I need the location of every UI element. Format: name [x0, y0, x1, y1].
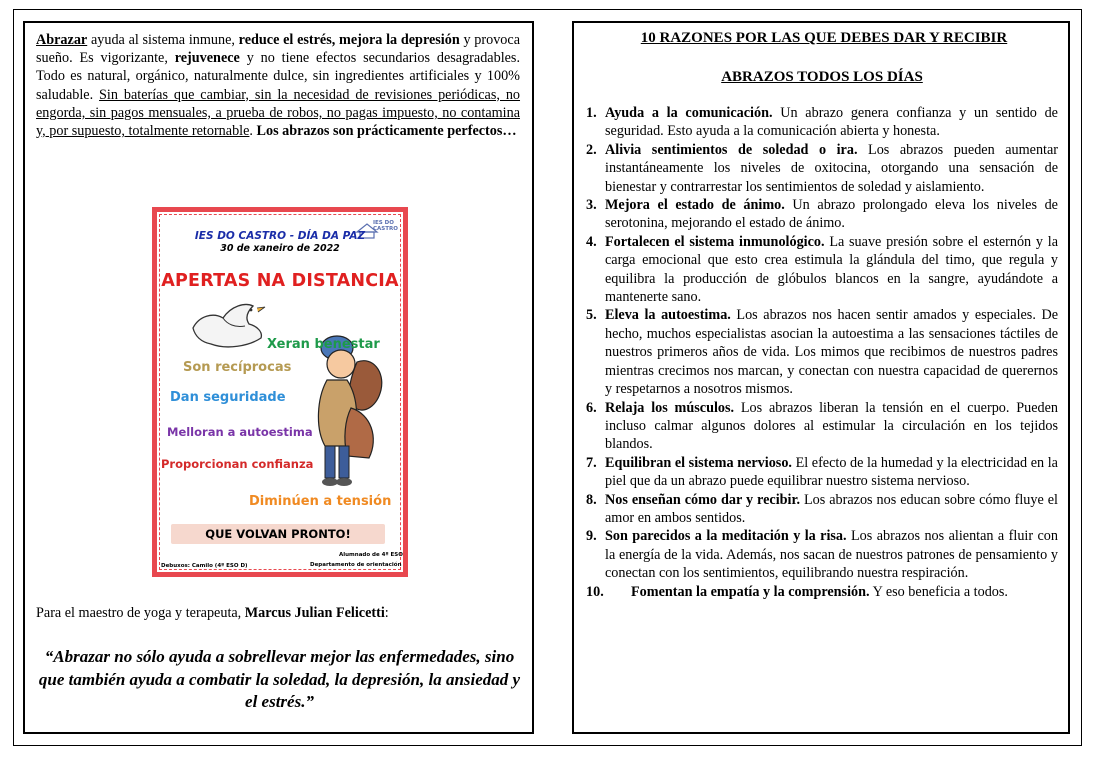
- intro-text-1: ayuda al sistema inmune,: [87, 32, 239, 48]
- reason-text: El efecto de la humedad y la electricidad en la piel que da un abrazo puede equilibrar nuestro sistema nervioso.: [605, 454, 1058, 490]
- poster-image: [152, 207, 408, 577]
- quote-intro: Para el maestro de yoga y terapeuta, Marcus Julian Felicetti:: [36, 605, 389, 621]
- reason-text: Y eso beneficia a todos.: [869, 583, 1008, 600]
- hugging-kids-icon: [307, 328, 389, 496]
- reason-number: 7.: [586, 454, 597, 471]
- reason-title: Eleva la autoestima.: [605, 307, 731, 324]
- reason-number: 10.: [586, 583, 604, 600]
- reason-text: Los abrazos nos hacen sentir amados y especiales. De hecho, muchos especialistas asocian la autoestima a las sensaciones táctiles de nuestros primeros años de vida. Los mimos que recibimos de nuestros padres mientras crecimos nos marcan, y conectan con nuestra capacidad de querernos y respetarnos a nosotros mismos.: [605, 307, 1058, 398]
- poster-credit-right-2: Departamento de orientación: [310, 562, 402, 568]
- reason-item: [586, 454, 1058, 491]
- reason-number: 2.: [586, 141, 597, 158]
- reason-item: [586, 399, 1058, 454]
- reason-text: Los abrazos nos educan sobre cómo fluye el amor en ambos sentidos.: [605, 491, 1058, 526]
- intro-bold-3: Los abrazos son prácticamente perfectos…: [256, 123, 517, 140]
- reason-item: [586, 491, 1058, 528]
- reason-text: Los abrazos nos alientan a fluir con la energía de la vida. Además, nos sacan de nuestros patrones de pensamiento y conectan con los sentimientos, equilibrando nuestra respiración.: [605, 528, 1058, 582]
- poster-logo-text: IES DO CASTRO: [373, 220, 398, 232]
- reason-number: 3.: [586, 197, 597, 214]
- poster-line-5: Proporcionan confianza: [161, 457, 314, 471]
- reason-title: Nos enseñan cómo dar y recibir.: [605, 491, 801, 508]
- reason-item: [586, 104, 1058, 141]
- poster-date: 30 de xaneiro de 2022: [220, 243, 340, 254]
- intro-keyword: Abrazar: [36, 32, 88, 48]
- reason-title: Relaja los músculos.: [605, 399, 735, 416]
- reason-number: 8.: [586, 491, 597, 508]
- reason-text: Los abrazos liberan la tensión en el cuerpo. Pueden incluso calmar algunos dolores al estimular la circulación en los tejidos blandos.: [605, 399, 1058, 453]
- poster-credit-left: Debuxos: Camilo (4º ESO D): [161, 563, 248, 569]
- reason-text: Un abrazo prolongado eleva los niveles de serotonina, mejorando el estado de ánimo.: [605, 197, 1058, 232]
- reason-text: Un abrazo genera confianza y un sentido de seguridad. Esto ayuda a la comunicación abierta y honesta.: [605, 105, 1058, 140]
- poster-line-2: Son recíprocas: [183, 360, 292, 375]
- reason-number: 4.: [586, 233, 597, 250]
- right-panel: [572, 21, 1070, 734]
- reason-item: [586, 306, 1058, 398]
- poster-school: IES DO CASTRO - DÍA DA PAZ: [194, 230, 366, 242]
- intro-text-2: y provoca sueño. Es vigorizante,: [36, 32, 520, 67]
- reason-item: [586, 196, 1058, 233]
- poster-cta: QUE VOLVAN PRONTO!: [171, 524, 385, 544]
- poster-credit-right-1: Alumnado de 4º ESO: [339, 552, 403, 558]
- reason-item: [586, 233, 1058, 307]
- reason-title: Ayuda a la comunicación.: [605, 105, 773, 121]
- intro-paragraph: [36, 31, 520, 140]
- reason-title: Fortalecen el sistema inmunológico.: [605, 233, 825, 250]
- reason-number: 9.: [586, 528, 597, 545]
- dove-icon: [187, 298, 269, 356]
- poster-line-3: Dan seguridade: [170, 390, 286, 405]
- reason-number: 6.: [586, 399, 597, 416]
- reason-number: 5.: [586, 307, 597, 324]
- reasons-title-2: ABRAZOS TODOS LOS DÍAS: [721, 69, 923, 85]
- intro-bold-2: rejuvenece: [174, 50, 240, 67]
- poster-line-4: Melloran a autoestima: [167, 425, 313, 439]
- poster-line-6: Diminúen a tensión: [249, 494, 392, 509]
- intro-underlined: Sin baterías que cambiar, sin la necesidad de revisiones periódicas, no engorda, sin pagos mensuales, a prueba de robos, no pagas impuesto, no contamina y, por supuesto, totalmente retornable: [36, 86, 521, 140]
- reason-text: La suave presión sobre el esternón y la carga emocional que esto crea estimula la glándula del timo, que regula y equilibra la producción de glóbulos blancos en la sangre, ayudándote a mantenerte sano.: [605, 233, 1058, 306]
- reason-title: Mejora el estado de ánimo.: [605, 197, 785, 214]
- reason-item: [586, 527, 1058, 582]
- reason-text: Los abrazos pueden aumentar instantáneamente los niveles de oxitocina, otorgando una sensación de bienestar y contrarrestar los sentimientos de soledad y aislamiento.: [605, 141, 1059, 195]
- reason-item: [586, 141, 1058, 196]
- poster-line-1: Xeran benestar: [267, 337, 380, 352]
- reason-title: Fomentan la empatía y la comprensión.: [631, 583, 870, 600]
- intro-text-3: y no tiene efectos secundarios desagradables. Todo es natural, orgánico, naturalmente dulce, sin ingredientes artificiales y 100% saludable.: [36, 50, 520, 103]
- reason-item: [586, 583, 1058, 601]
- reasons-list: [586, 104, 1058, 601]
- intro-text-4: .: [249, 123, 257, 140]
- reason-title: Son parecidos a la meditación y la risa.: [605, 528, 847, 545]
- reasons-title-1: 10 RAZONES POR LAS QUE DEBES DAR Y RECIBIR: [640, 30, 1008, 46]
- quote-author: Marcus Julian Felicetti: [244, 605, 385, 621]
- reason-number: 1.: [586, 105, 597, 121]
- reason-title: Alivia sentimientos de soledad o ira.: [605, 141, 858, 158]
- reason-title: Equilibran el sistema nervioso.: [605, 454, 792, 471]
- left-panel: [23, 21, 534, 734]
- quote-text: “Abrazar no sólo ayuda a sobrellevar mejor las enfermedades, sino que también ayuda a combatir la soledad, la depresión, la ansiedad y el estrés.”: [38, 647, 521, 711]
- intro-bold-1: reduce el estrés, mejora la depresión: [238, 32, 460, 48]
- poster-headline: APERTAS NA DISTANCIA: [161, 271, 399, 291]
